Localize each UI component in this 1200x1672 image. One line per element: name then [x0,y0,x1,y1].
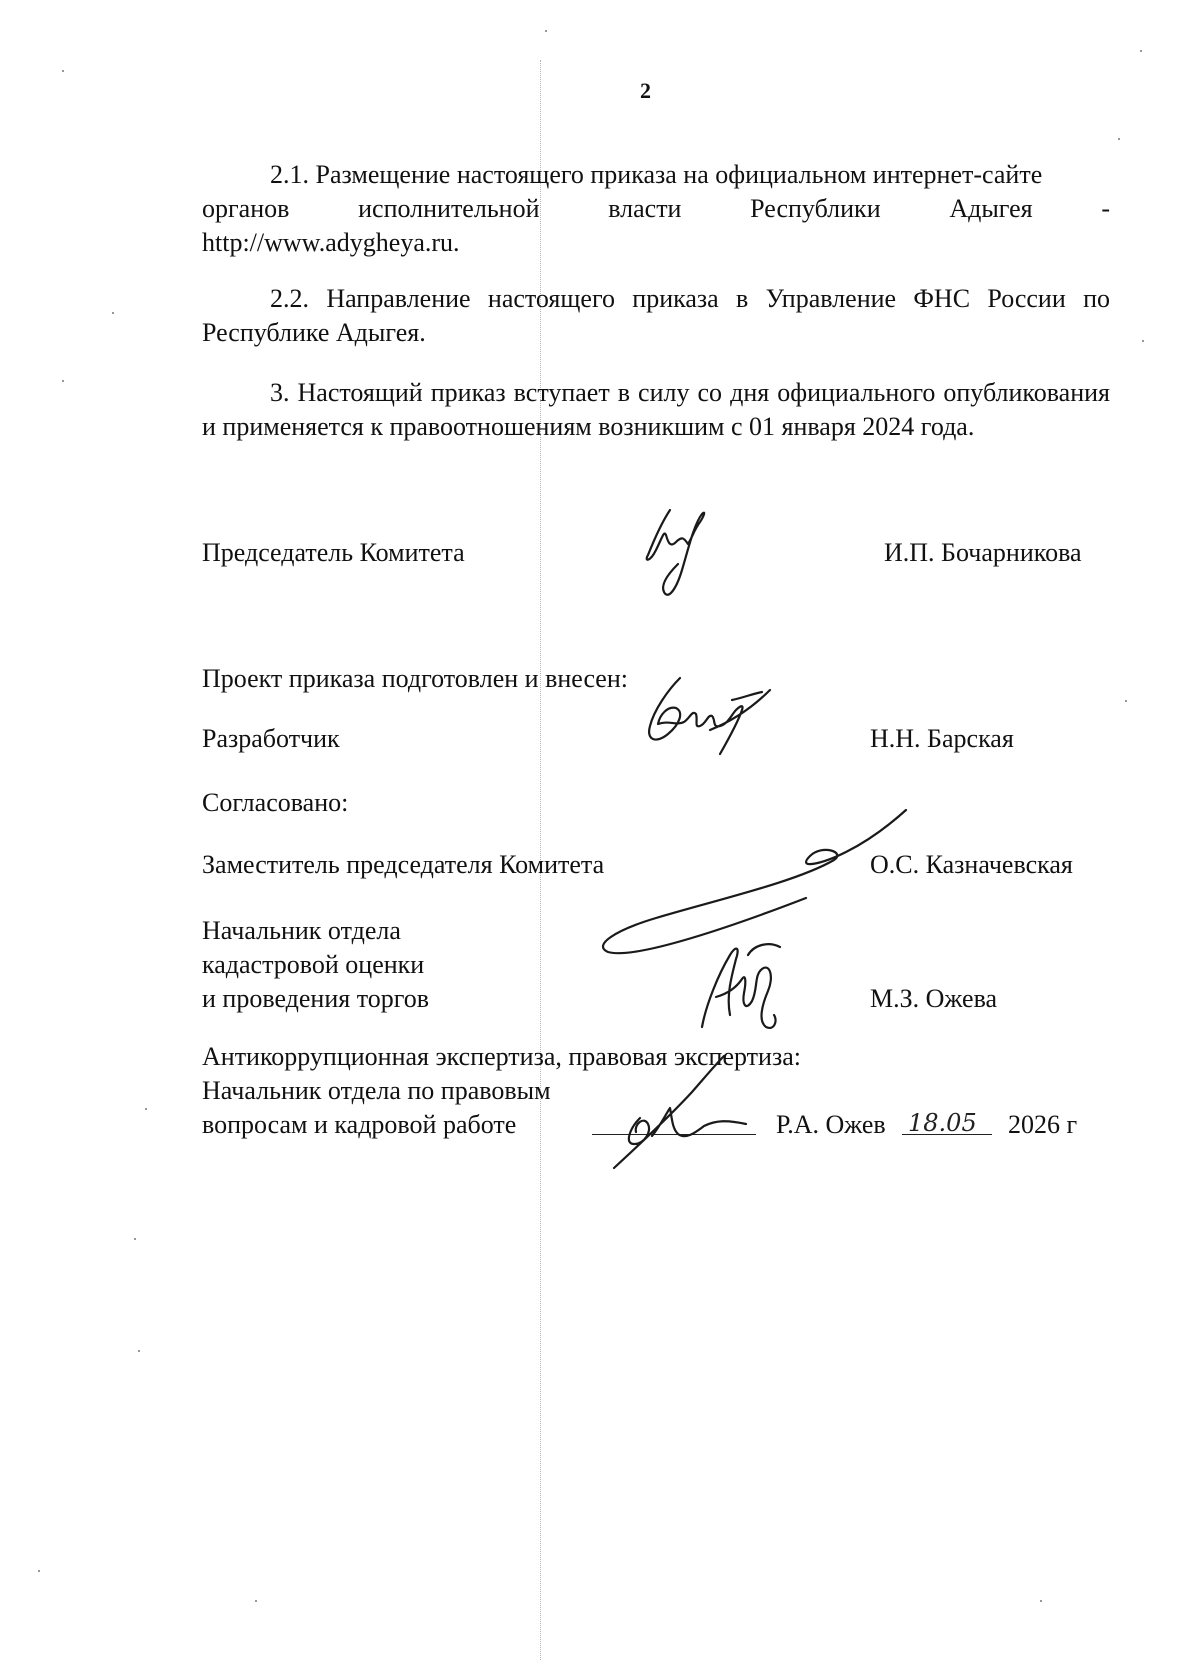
paragraph-3: 3. Настоящий приказ вступает в силу со дня официального опубликования и применяется к правоотношениям возникшим с 01 января 2024 года. [202,378,1110,441]
paragraph-2-1-line3: http://www.adygheya.ru. [202,228,460,257]
head-dept-title-line3: и проведения торгов [202,984,430,1013]
chairman-title: Председатель Комитета [202,538,465,567]
legal-title-line2: вопросам и кадровой работе [202,1110,517,1139]
word: исполнительной [358,194,540,223]
scan-speck [1125,700,1127,702]
paragraph-2-1-line1: 2.1. Размещение настоящего приказа на официальном интернет-сайте [270,160,1043,189]
word: Адыгея [949,194,1033,223]
developer-title: Разработчик [202,724,340,753]
deputy-name: О.С. Казначевская [870,850,1073,879]
chairman-name: И.П. Бочарникова [884,538,1082,567]
page-number: 2 [640,78,651,103]
head-dept-signature [696,935,806,1035]
head-dept-name: М.З. Ожева [870,984,998,1013]
head-dept-title-line1: Начальник отдела [202,916,401,945]
legal-name: Р.А. Ожев [776,1110,886,1139]
scan-speck [545,30,547,32]
developer-signature [640,670,800,770]
deputy-title: Заместитель председателя Комитета [202,850,605,879]
scan-speck [134,1238,136,1240]
paragraph-2-2: 2.2. Направление настоящего приказа в Управление ФНС России по Республике Адыгея. [202,284,1110,347]
scan-speck [112,312,114,314]
legal-date-line [902,1134,992,1135]
paragraph-2-1-line2 [202,192,1110,226]
scan-speck [145,1108,147,1110]
expertise-label: Антикоррупционная экспертиза, правовая экспертиза: [202,1042,801,1071]
scan-speck [1142,340,1144,342]
scan-speck [1040,1600,1042,1602]
prepared-label: Проект приказа подготовлен и внесен: [202,664,628,693]
chairman-signature [630,500,730,610]
scan-speck [62,380,64,382]
legal-date-handwritten: 18.05 [908,1109,977,1137]
word: органов [202,194,290,223]
agreed-label: Согласовано: [202,788,349,817]
scan-speck [38,1570,40,1572]
scan-speck [255,1600,257,1602]
legal-signature [600,1048,770,1178]
developer-name: Н.Н. Барская [870,724,1014,753]
scan-speck [1118,138,1120,140]
legal-date-year: 2026 г [1008,1110,1078,1139]
legal-title-line1: Начальник отдела по правовым [202,1076,551,1105]
scan-speck [1140,50,1142,52]
word: власти [608,194,682,223]
scan-speck [138,1350,140,1352]
scan-speck [62,70,64,72]
word: - [1101,194,1110,223]
head-dept-title-line2: кадастровой оценки [202,950,425,979]
word: Республики [750,194,881,223]
